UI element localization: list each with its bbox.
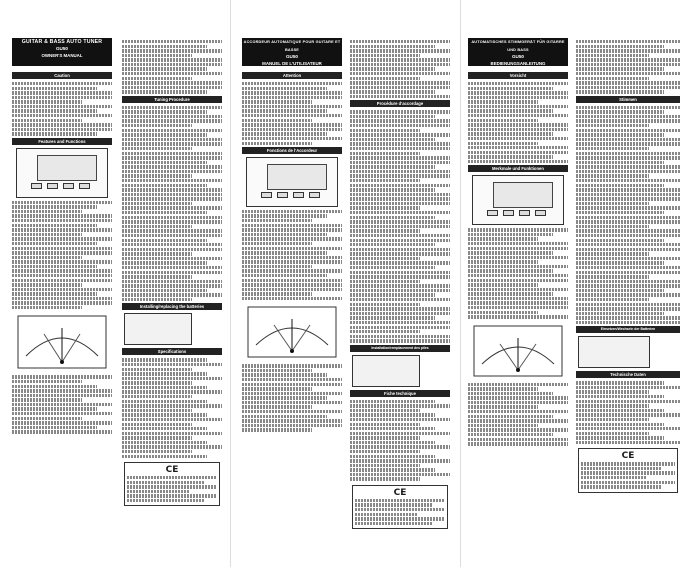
ce-declaration-box-fr xyxy=(352,485,448,529)
german-column-2 xyxy=(576,40,680,497)
french-title: ACCORDEUR AUTOMATIQUE POUR GUITARE ET BASSE xyxy=(243,40,341,52)
ce-mark-de: CE xyxy=(621,451,635,462)
french-model: GU50 xyxy=(285,54,298,59)
german-manual-label: BEDIENUNGSANLEITUNG xyxy=(490,61,546,66)
english-column-1 xyxy=(12,70,112,435)
section-stimmen: Stimmen xyxy=(576,96,680,103)
german-title-block xyxy=(468,38,568,66)
english-column-2 xyxy=(122,40,222,510)
french-manual-label: MANUEL DE L'UTILISATEUR xyxy=(262,61,322,66)
specifications-text xyxy=(122,358,222,458)
meter-diagram-fr xyxy=(244,303,340,361)
section-batterien: Einsetzen/Wechseln der Batterien xyxy=(576,326,680,333)
french-title-block xyxy=(242,38,342,66)
battery-diagram xyxy=(124,313,192,345)
procedure-accordage-text xyxy=(350,110,450,342)
tuning-procedure-text xyxy=(122,106,222,302)
vorsicht-text xyxy=(468,82,568,163)
section-attention: Attention xyxy=(242,72,342,79)
technische-daten-text xyxy=(576,381,680,444)
french-column-1 xyxy=(242,70,342,433)
german-column-1 xyxy=(468,70,568,447)
french-column-2 xyxy=(350,40,450,533)
section-caution: Caution xyxy=(12,72,112,79)
caution-text-cont xyxy=(122,40,222,94)
vorsicht-text-cont xyxy=(576,40,680,94)
attention-text-cont xyxy=(350,40,450,98)
fiche-technique-text xyxy=(350,400,450,481)
stimmen-text xyxy=(576,106,680,325)
ce-mark: CE xyxy=(165,464,179,475)
section-technische-daten: Technische Daten xyxy=(576,371,680,378)
german-title: AUTOMATISCHES STIMMGERÄT FÜR GITARRE UND BASS xyxy=(471,40,565,52)
battery-diagram-de xyxy=(578,336,650,368)
fold-line xyxy=(230,0,231,567)
meter-diagram xyxy=(14,312,110,372)
meter-caption xyxy=(12,375,112,433)
caution-text xyxy=(12,82,112,136)
section-fiche-technique: Fiche technique xyxy=(350,390,450,397)
fold-line xyxy=(460,0,461,567)
tuner-front-diagram-de xyxy=(472,175,564,225)
meter-caption-de xyxy=(468,383,568,446)
ce-declaration-box xyxy=(124,462,220,506)
meter-caption-fr xyxy=(242,364,342,431)
section-vorsicht: Vorsicht xyxy=(468,72,568,79)
ce-mark-fr: CE xyxy=(393,487,407,498)
section-procedure-accordage: Procédure d'accordage xyxy=(350,100,450,107)
merkmale-text xyxy=(468,228,568,318)
attention-text xyxy=(242,82,342,145)
section-features: Features and Functions xyxy=(12,138,112,145)
section-merkmale: Merkmale und Funktionen xyxy=(468,165,568,172)
battery-diagram-fr xyxy=(352,355,420,387)
section-batteries: Installing/replacing the batteries xyxy=(122,303,222,310)
section-installation-piles: Installation/remplacement des piles xyxy=(350,345,450,352)
features-text xyxy=(12,201,112,310)
english-title-block xyxy=(12,38,112,66)
section-tuning-procedure: Tuning Procedure xyxy=(122,96,222,103)
tuner-front-diagram-fr xyxy=(246,157,338,207)
fonctions-text xyxy=(242,210,342,300)
ce-declaration-box-de xyxy=(578,448,678,492)
german-model: GU50 xyxy=(511,54,524,59)
english-model: GU50 xyxy=(55,46,68,51)
english-title: GUITAR & BASS AUTO TUNER xyxy=(21,39,103,45)
meter-diagram-de xyxy=(470,322,566,380)
tuner-front-diagram xyxy=(16,148,108,198)
english-manual-label: OWNER'S MANUAL xyxy=(41,53,83,58)
section-fonctions: Fonctions de l'Accordeur xyxy=(242,147,342,154)
section-specifications: Specifications xyxy=(122,348,222,355)
